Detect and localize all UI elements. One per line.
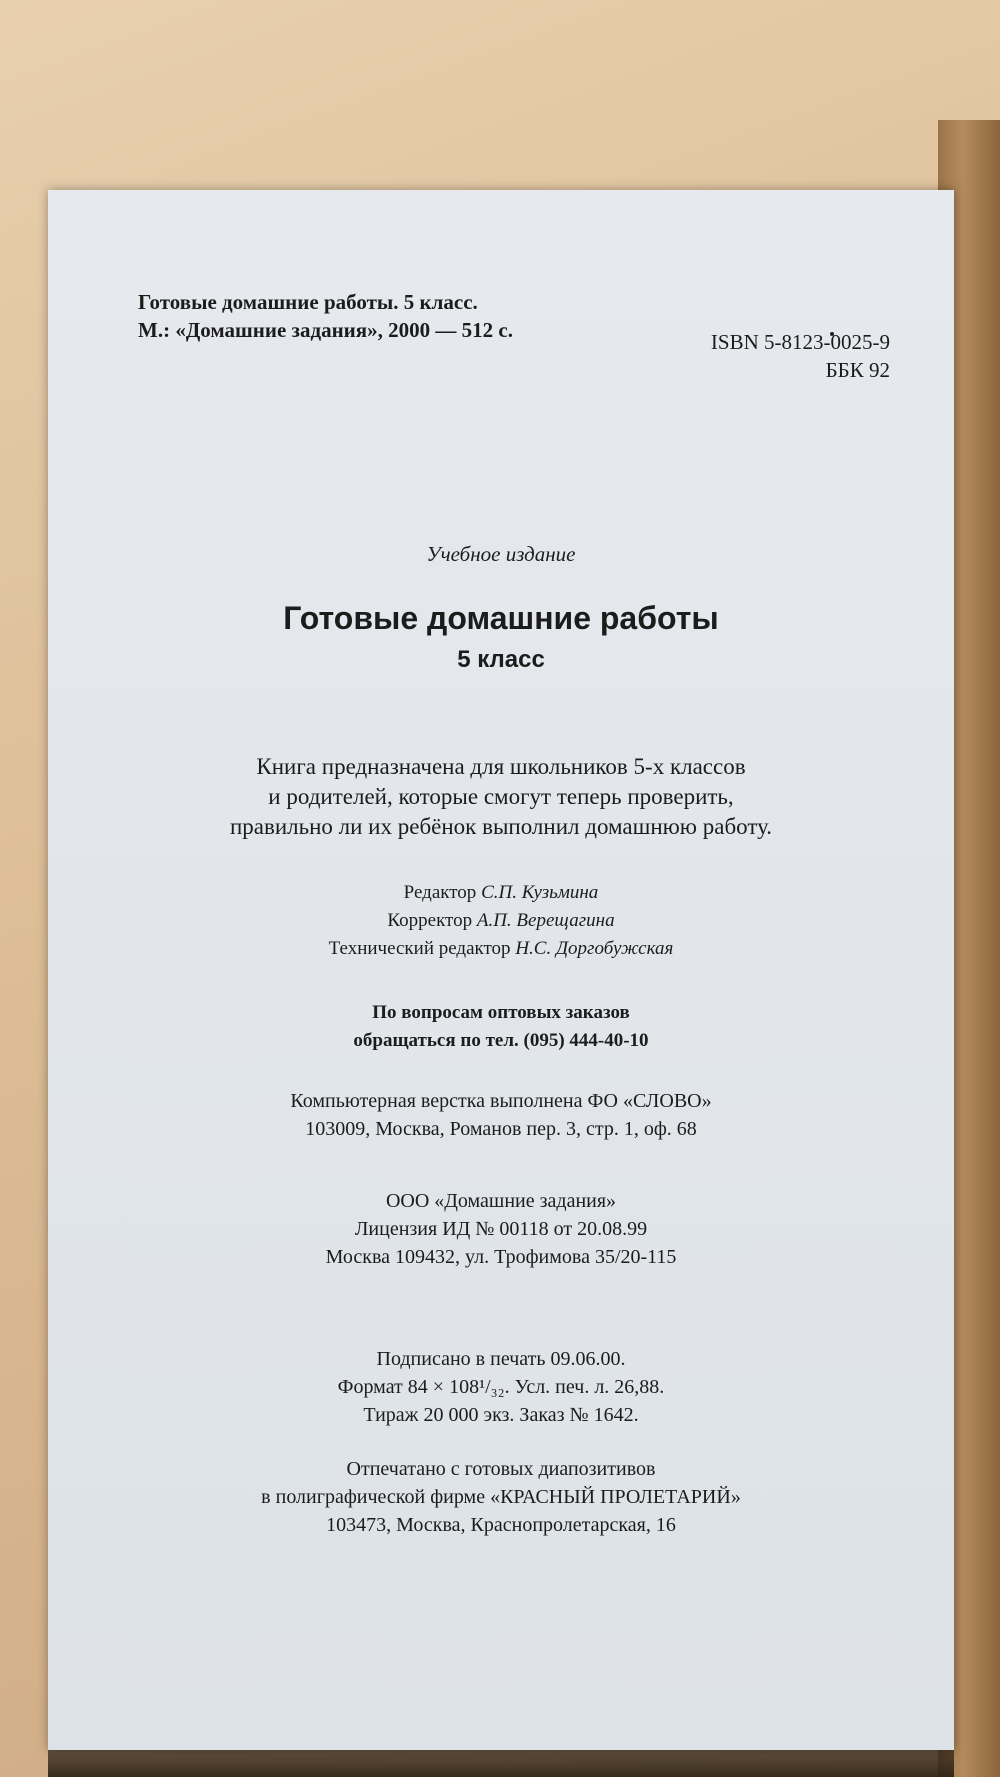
description-line-3: правильно ли их ребёнок выполнил домашнюю работу.	[229, 814, 773, 839]
publisher-line-1: ООО «Домашние задания»	[385, 1190, 617, 1212]
book-page	[48, 190, 954, 1750]
credit-editor	[48, 882, 954, 904]
print-info-line-3: Тираж 20 000 экз. Заказ № 1642.	[363, 1404, 639, 1426]
credit-name: Н.С. Доргобужская	[515, 938, 674, 959]
printer-line-1: Отпечатано с готовых диапозитивов	[346, 1458, 656, 1480]
book-grade: 5 класс	[457, 646, 545, 673]
description-line-2: и родителей, которые смогут теперь проверить,	[268, 784, 734, 809]
publisher-line-3: Москва 109432, ул. Трофимова 35/20-115	[325, 1246, 677, 1268]
credit-role: Корректор	[387, 910, 473, 931]
isbn: ISBN 5-8123-0025-9	[710, 330, 890, 354]
print-info-line-2: Формат 84 × 108¹/₃₂. Усл. печ. л. 26,88.	[337, 1376, 665, 1398]
orders-line-1: По вопросам оптовых заказов	[372, 1002, 630, 1023]
layout-credit-line-2: 103009, Москва, Романов пер. 3, стр. 1, оф. 68	[305, 1118, 697, 1140]
credit-role: Редактор	[403, 882, 477, 903]
orders-line-2: обращаться по тел. (095) 444-40-10	[353, 1030, 649, 1051]
edition-type: Учебное издание	[426, 542, 576, 566]
credit-role: Технический редактор	[328, 938, 511, 959]
book-title: Готовые домашние работы	[283, 600, 719, 636]
printer-line-2: в полиграфической фирме «КРАСНЫЙ ПРОЛЕТАРИЙ»	[261, 1486, 741, 1508]
credit-name: А.П. Верещагина	[476, 910, 615, 931]
bbk: ББК 92	[825, 358, 890, 382]
layout-credit-line-1: Компьютерная верстка выполнена ФО «СЛОВО»	[290, 1090, 712, 1112]
biblio-line-2: М.: «Домашние задания», 2000 — 512 с.	[138, 318, 513, 342]
print-info-line-1: Подписано в печать 09.06.00.	[376, 1348, 626, 1370]
description-line-1: Книга предназначена для школьников 5-х классов	[256, 754, 746, 779]
credit-corrector	[48, 910, 954, 932]
credit-name: С.П. Кузьмина	[481, 882, 599, 903]
biblio-line-1: Готовые домашние работы. 5 класс.	[138, 290, 478, 314]
publisher-line-2: Лицензия ИД № 00118 от 20.08.99	[354, 1218, 648, 1240]
credit-tech-editor	[48, 938, 954, 960]
printer-line-3: 103473, Москва, Краснопролетарская, 16	[326, 1514, 676, 1536]
